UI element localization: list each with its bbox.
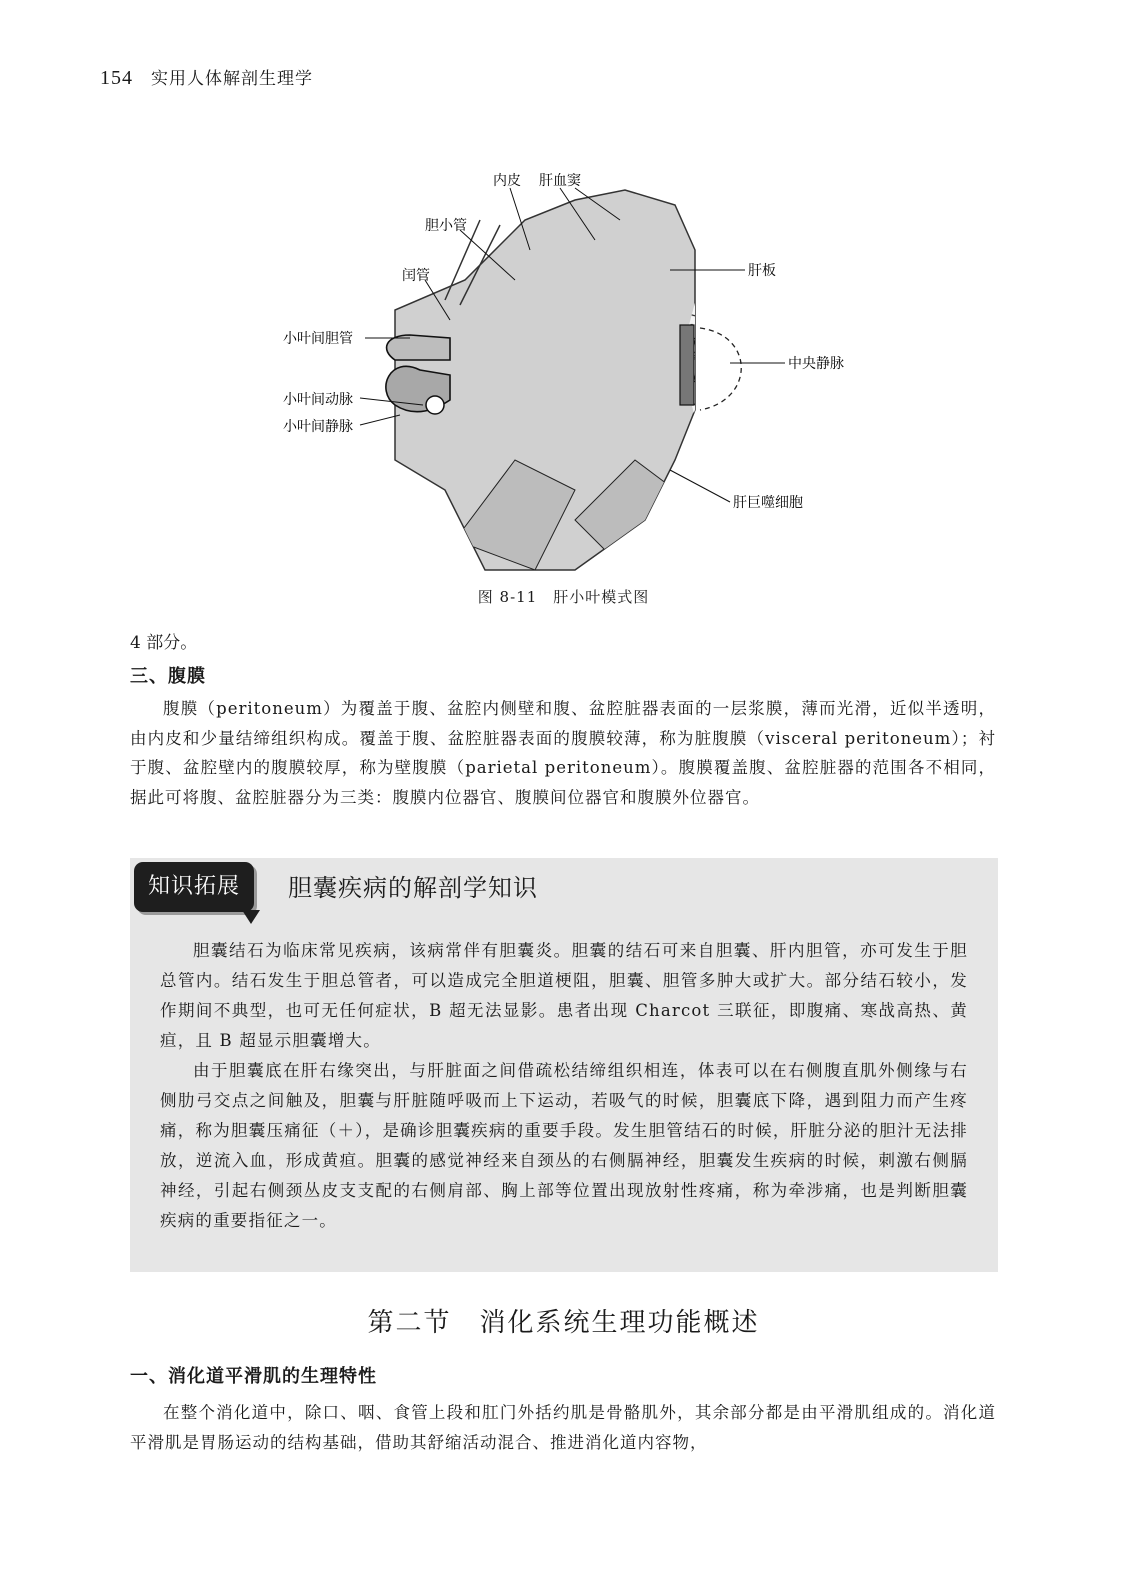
page-number: 154 [100,67,133,89]
book-title: 实用人体解剖生理学 [151,69,313,89]
paragraph-peritoneum: 腹膜（peritoneum）为覆盖于腹、盆腔内侧壁和腹、盆腔脏器表面的一层浆膜，薄而光滑，近似半透明，由内皮和少量结缔组织构成。覆盖于腹、盆腔脏器表面的腹膜较薄，称为脏腹膜（visceral peritoneum）；衬于腹、盆腔壁内的腹膜较厚，称为壁腹膜（parietal peritoneum）。腹膜覆盖腹、盆腔脏器的范围各不相同，据此可将腹、盆腔脏器分为三类：腹膜内位器官、腹膜间位器官和腹膜外位器官。 [130,699,996,807]
paragraph-smooth-muscle: 在整个消化道中，除口、咽、食管上段和肛门外括约肌是骨骼肌外，其余部分都是由平滑肌组成的。消化道平滑肌是胃肠运动的结构基础，借助其舒缩活动混合、推进消化道内容物， [130,1403,996,1452]
continued-fragment: 4 部分。 [130,633,198,653]
label-hepatic-plate: 肝板 [748,263,776,279]
figure-caption: 图 8-11 肝小叶模式图 [477,588,650,606]
section-heading [0,1302,1127,1339]
section-title: 消化系统生理功能概述 [479,1308,760,1338]
knowledge-box [130,858,998,1272]
bile-duct-shape [387,335,450,360]
label-sinusoid: 肝血窦 [539,173,581,189]
heading-peritoneum: 三、腹膜 [130,666,206,687]
label-interlobular-bile-duct: 小叶间胆管 [283,331,353,347]
knowledge-paragraph-1: 胆囊结石为临床常见疾病，该病常伴有胆囊炎。胆囊的结石可来自胆囊、肝内胆管，亦可发生于胆总管内。结石发生于胆总管者，可以造成完全胆道梗阻，胆囊、胆管多肿大或扩大。部分结石较小，发作期间不典型，也可无任何症状，B 超无法显影。患者出现 Charcot 三联征，即腹痛、寒战高热、黄疸，且 B 超显示胆囊增大。 [160,941,968,1050]
label-bile-canaliculus: 胆小管 [425,218,467,234]
knowledge-box-title: 胆囊疾病的解剖学知识 [288,874,538,902]
label-endothelium: 内皮 [493,173,521,189]
liver-lobule-diagram [275,160,855,580]
label-kupffer-cell: 肝巨噬细胞 [733,495,803,511]
central-vein-shape [680,325,694,405]
section-number: 第二节 [367,1308,452,1338]
label-interlobular-vein: 小叶间静脉 [283,419,353,435]
label-interlobular-artery: 小叶间动脉 [283,392,353,408]
artery-shape [426,396,444,414]
label-hering-canal: 闰管 [402,268,430,284]
heading-smooth-muscle: 一、消化道平滑肌的生理特性 [130,1366,377,1387]
knowledge-badge: 知识拓展 [134,862,254,912]
badge-tail [242,910,260,924]
label-central-vein: 中央静脉 [788,356,844,372]
knowledge-paragraph-2: 由于胆囊底在肝右缘突出，与肝脏面之间借疏松结缔组织相连，体表可以在右侧腹直肌外侧缘与右侧肋弓交点之间触及，胆囊与肝脏随呼吸而上下运动，若吸气的时候，胆囊底下降，遇到阻力而产生疼痛，称为胆囊压痛征（＋），是确诊胆囊疾病的重要手段。发生胆管结石的时候，肝脏分泌的胆汁无法排放，逆流入血，形成黄疸。胆囊的感觉神经来自颈丛的右侧膈神经，胆囊发生疾病的时候，刺激右侧膈神经，引起右侧颈丛皮支支配的右侧肩部、胸上部等位置出现放射性疼痛，称为牵涉痛，也是判断胆囊疾病的重要指征之一。 [160,1061,968,1230]
running-header [100,64,313,90]
